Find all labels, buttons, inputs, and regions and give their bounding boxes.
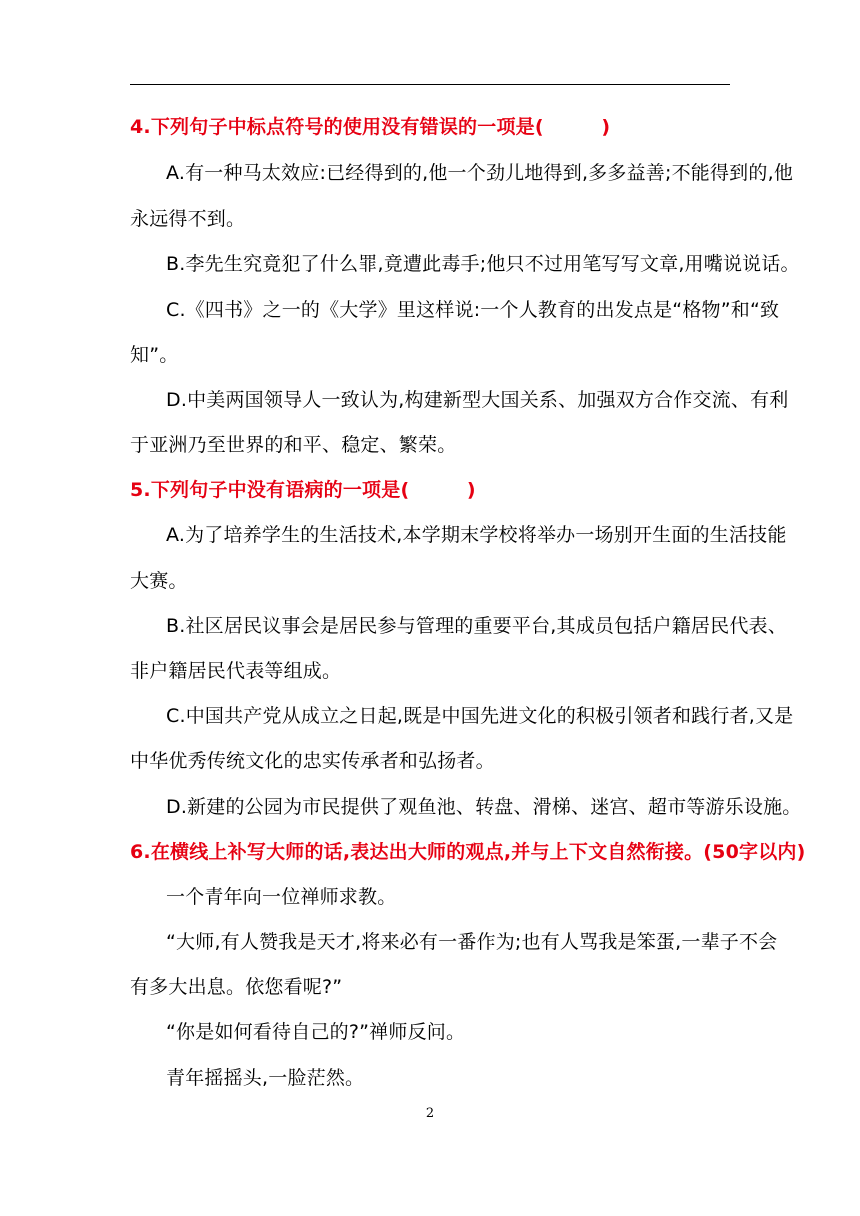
page-number: 2 xyxy=(425,1106,435,1121)
q5-option-c-line-1: C.中国共产党从成立之日起,既是中国先进文化的积极引领者和践行者,又是 xyxy=(166,705,794,727)
q5-option-a-line-2: 大赛。 xyxy=(130,570,188,592)
q4-option-a-line-1: A.有一种马太效应:已经得到的,他一个劲儿地得到,多多益善;不能得到的,他 xyxy=(166,162,794,184)
header-rule xyxy=(130,84,730,85)
q5-option-b-line-2: 非户籍居民代表等组成。 xyxy=(130,660,342,682)
question-6-stem: 6.在横线上补写大师的话,表达出大师的观点,并与上下文自然衔接。(50字以内) xyxy=(130,841,806,863)
question-5-stem: 5.下列句子中没有语病的一项是( ) xyxy=(130,479,476,501)
q4-option-d-line-1: D.中美两国领导人一致认为,构建新型大国关系、加强双方合作交流、有利 xyxy=(166,389,789,411)
q6-passage-line-2: “大师,有人赞我是天才,将来必有一番作为;也有人骂我是笨蛋,一辈子不会 xyxy=(166,931,778,953)
q4-option-c-line-1: C.《四书》之一的《大学》里这样说:一个人教育的出发点是“格物”和“致 xyxy=(166,299,780,321)
q6-passage-line-3: 有多大出息。依您看呢?” xyxy=(130,976,343,998)
q4-option-c-line-2: 知”。 xyxy=(130,344,179,366)
q5-option-c-line-2: 中华优秀传统文化的忠实传承者和弘扬者。 xyxy=(130,750,495,772)
q6-passage-line-4: “你是如何看待自己的?”禅师反问。 xyxy=(166,1021,466,1043)
q5-option-b-line-1: B.社区居民议事会是居民参与管理的重要平台,其成员包括户籍居民代表、 xyxy=(166,615,787,637)
q6-passage-line-5: 青年摇摇头,一脸茫然。 xyxy=(166,1067,365,1089)
q5-option-d: D.新建的公园为市民提供了观鱼池、转盘、滑梯、迷宫、超市等游乐设施。 xyxy=(166,796,802,818)
q5-option-a-line-1: A.为了培养学生的生活技术,本学期末学校将举办一场别开生面的生活技能 xyxy=(166,524,787,546)
q4-option-b: B.李先生究竟犯了什么罪,竟遭此毒手;他只不过用笔写写文章,用嘴说说话。 xyxy=(166,253,800,275)
question-4-stem: 4.下列句子中标点符号的使用没有错误的一项是( ) xyxy=(130,116,611,138)
q4-option-a-line-2: 永远得不到。 xyxy=(130,208,246,230)
q6-passage-line-1: 一个青年向一位禅师求教。 xyxy=(166,886,397,908)
q4-option-d-line-2: 于亚洲乃至世界的和平、稳定、繁荣。 xyxy=(130,434,457,456)
